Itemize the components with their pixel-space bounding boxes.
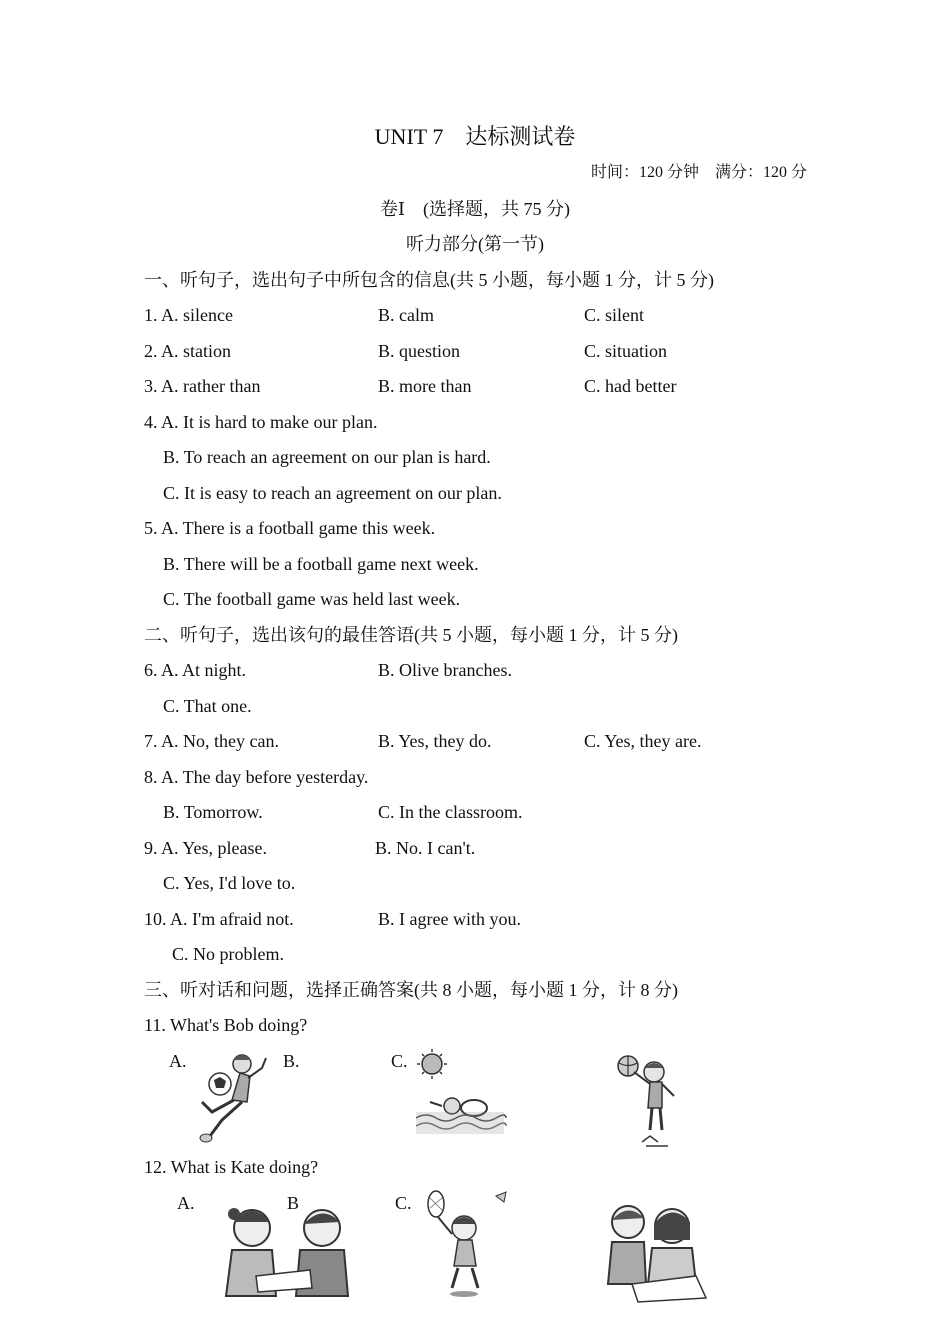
q6-option-b: B. Olive branches. — [378, 660, 512, 680]
q2-option-c: C. situation — [584, 341, 668, 361]
section-3-heading: 三、听对话和问题，选择正确答案(共 8 小题，每小题 1 分，计 8 分) — [144, 980, 678, 1000]
q7-option-c: C. Yes, they are. — [584, 731, 702, 751]
q10-option-a: 10. A. I'm afraid not. — [144, 909, 294, 929]
q2-option-b: B. question — [378, 341, 461, 361]
q9-option-a: 9. A. Yes, please. — [144, 838, 268, 858]
q10-option-c: C. No problem. — [172, 944, 284, 964]
paper-label: 卷Ⅰ (选择题，共 75 分) — [379, 199, 571, 219]
q6-option-c: C. That one. — [163, 696, 252, 716]
q12-label-a: A. — [177, 1193, 195, 1213]
q1-option-b: B. calm — [378, 305, 434, 325]
q11-image-a-football[interactable] — [192, 1050, 274, 1148]
q3-option-a: 3. A. rather than — [144, 376, 261, 396]
part-label: 听力部分(第一节) — [406, 234, 544, 254]
q7-option-a: 7. A. No, they can. — [144, 731, 279, 751]
q10-option-b: B. I agree with you. — [378, 909, 521, 929]
q12-question: 12. What is Kate doing? — [144, 1157, 319, 1177]
q11-label-a: A. — [169, 1051, 187, 1071]
q9-option-b: B. No. I can't. — [375, 838, 476, 858]
q6-option-a: 6. A. At night. — [144, 660, 247, 680]
q1-option-a: 1. A. silence — [144, 305, 233, 325]
q4-option-a: 4. A. It is hard to make our plan. — [144, 412, 378, 432]
q5-option-a: 5. A. There is a football game this week. — [144, 518, 436, 538]
q11-image-c-basketball[interactable] — [612, 1050, 684, 1148]
q1-option-c: C. silent — [584, 305, 645, 325]
q12-label-b: B — [287, 1193, 300, 1213]
q12-label-c: C. — [395, 1193, 412, 1213]
q4-option-b: B. To reach an agreement on our plan is hard. — [163, 447, 491, 467]
q12-image-c-drawing[interactable] — [606, 1200, 718, 1304]
q8-option-a: 8. A. The day before yesterday. — [144, 767, 369, 787]
q8-option-c: C. In the classroom. — [378, 802, 523, 822]
q5-option-c: C. The football game was held last week. — [163, 589, 461, 609]
section-1-heading: 一、听句子，选出句子中所包含的信息(共 5 小题，每小题 1 分，计 5 分) — [144, 270, 714, 290]
q2-option-a: 2. A. station — [144, 341, 232, 361]
q9-option-c: C. Yes, I'd love to. — [163, 873, 296, 893]
q7-option-b: B. Yes, they do. — [378, 731, 492, 751]
q3-option-c: C. had better — [584, 376, 677, 396]
exam-title: UNIT 7 达标测试卷 — [374, 124, 576, 149]
q3-option-b: B. more than — [378, 376, 472, 396]
q11-question: 11. What's Bob doing? — [144, 1015, 308, 1035]
q8-option-b: B. Tomorrow. — [163, 802, 263, 822]
q12-image-b-badminton[interactable] — [424, 1188, 514, 1300]
q5-option-b: B. There will be a football game next week. — [163, 554, 479, 574]
q11-label-b: B. — [283, 1051, 300, 1071]
q12-image-a-arguing[interactable] — [212, 1200, 352, 1300]
q11-image-b-swimming[interactable] — [412, 1048, 508, 1138]
q4-option-c: C. It is easy to reach an agreement on our plan. — [163, 483, 502, 503]
time-score-info: 时间：120 分钟 满分：120 分 — [590, 164, 807, 181]
q11-label-c: C. — [391, 1051, 408, 1071]
section-2-heading: 二、听句子，选出该句的最佳答语(共 5 小题，每小题 1 分，计 5 分) — [144, 625, 678, 645]
